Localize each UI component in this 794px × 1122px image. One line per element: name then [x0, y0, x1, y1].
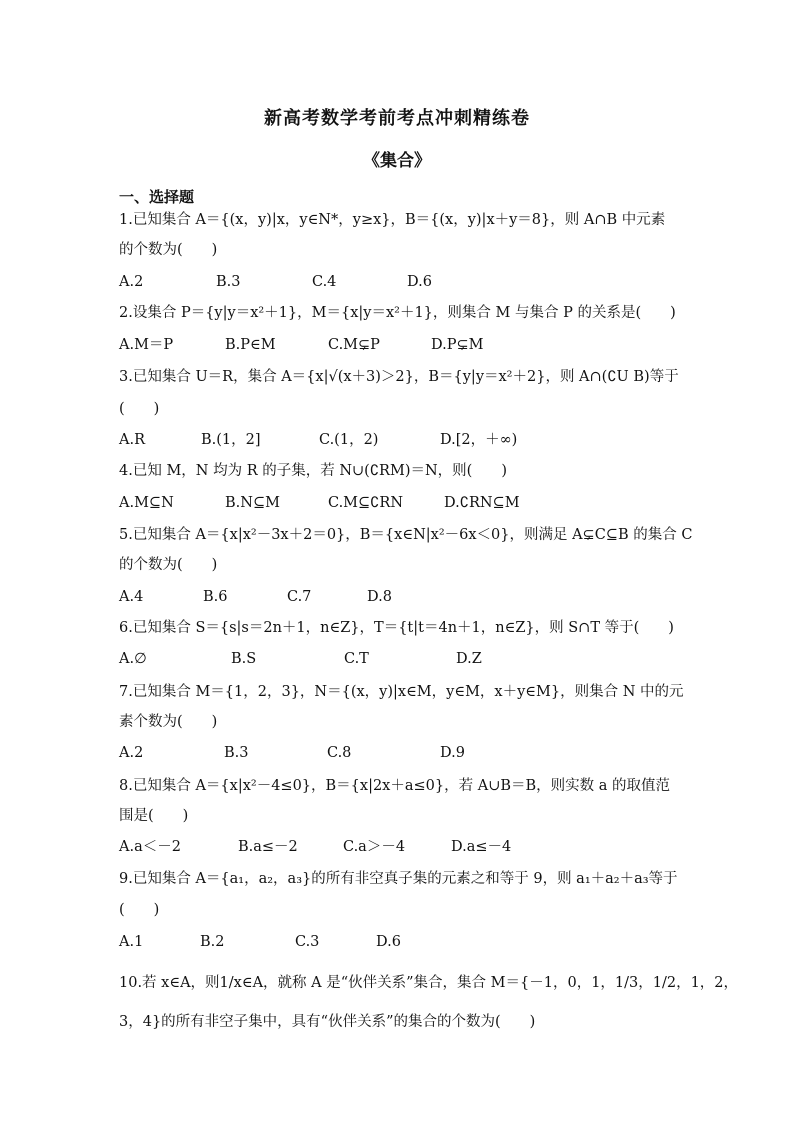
option-a: A.a＜－2: [119, 839, 181, 855]
option-a: A.M＝P: [119, 337, 174, 353]
question-4-line-1: 4.已知 M，N 均为 R 的子集，若 N∪(∁RM)＝N，则( ): [119, 463, 507, 479]
option-d: D.a≤－4: [451, 839, 512, 855]
section-heading: 一、选择题: [119, 188, 195, 206]
option-b: B.N⊆M: [225, 495, 280, 511]
option-c: C.a＞－4: [343, 839, 406, 855]
option-c: C.4: [312, 274, 337, 290]
option-a: A.1: [119, 934, 144, 950]
option-d: D.∁RN⊆M: [444, 495, 520, 511]
question-6-line-1: 6.已知集合 S＝{s|s＝2n＋1，n∈Z}，T＝{t|t＝4n＋1，n∈Z}，则 S∩T 等于( ): [119, 620, 674, 636]
question-1-line-2: 的个数为( ): [119, 242, 218, 258]
question-1-line-1: 1.已知集合 A＝{(x，y)|x，y∈N*，y≥x}，B＝{(x，y)|x＋y＝8}，则 A∩B 中元素: [119, 212, 666, 228]
option-a: A.4: [119, 589, 144, 605]
question-8-line-2: 围是( ): [119, 808, 189, 824]
question-5-line-2: 的个数为( ): [119, 557, 218, 573]
option-a: A.2: [119, 274, 144, 290]
question-8-line-1: 8.已知集合 A＝{x|x²－4≤0}，B＝{x|2x＋a≤0}，若 A∪B＝B，则实数 a 的取值范: [119, 778, 671, 794]
question-2-line-1: 2.设集合 P＝{y|y＝x²＋1}，M＝{x|y＝x²＋1}，则集合 M 与集合 P 的关系是( ): [119, 305, 676, 321]
option-b: B.(1，2]: [201, 432, 261, 448]
option-d: D.P⊊M: [431, 337, 484, 353]
option-b: B.3: [216, 274, 241, 290]
option-b: B.3: [224, 745, 249, 761]
option-d: D.9: [440, 745, 465, 761]
option-d: D.Z: [456, 651, 482, 667]
option-c: C.8: [327, 745, 352, 761]
option-c: C.T: [344, 651, 369, 667]
question-5-line-1: 5.已知集合 A＝{x|x²－3x＋2＝0}，B＝{x∈N|x²－6x＜0}，则满足 A⊊C⊆B 的集合 C: [119, 527, 693, 543]
option-d: D.6: [376, 934, 401, 950]
question-9-line-2: ( ): [119, 902, 160, 918]
option-a: A.2: [119, 745, 144, 761]
option-b: B.a≤－2: [238, 839, 298, 855]
option-c: C.M⊆∁RN: [328, 495, 404, 511]
option-b: B.2: [200, 934, 225, 950]
question-7-line-1: 7.已知集合 M＝{1，2，3}，N＝{(x，y)|x∈M，y∈M，x＋y∈M}，则集合 N 中的元: [119, 684, 684, 700]
option-a: A.M⊆N: [119, 495, 174, 511]
option-a: A.∅: [119, 651, 147, 667]
question-7-line-2: 素个数为( ): [119, 714, 218, 730]
option-b: B.6: [203, 589, 228, 605]
option-c: C.3: [295, 934, 320, 950]
option-c: C.7: [287, 589, 312, 605]
question-3-line-1: 3.已知集合 U＝R，集合 A＝{x|√(x＋3)＞2}，B＝{y|y＝x²＋2}，则 A∩(∁U B)等于: [119, 369, 679, 385]
option-b: B.P∈M: [225, 337, 276, 353]
question-10-line-2: 3，4}的所有非空子集中，具有“伙伴关系”的集合的个数为( ): [119, 1014, 536, 1030]
option-d: D.[2，＋∞): [440, 432, 518, 448]
option-a: A.R: [119, 432, 145, 448]
option-c: C.(1，2): [319, 432, 379, 448]
option-d: D.8: [367, 589, 392, 605]
option-c: C.M⊊P: [328, 337, 380, 353]
paper-subtitle: 《集合》: [363, 151, 431, 171]
option-d: D.6: [407, 274, 432, 290]
question-10-line-1: 10.若 x∈A，则1/x∈A，就称 A 是“伙伴关系”集合，集合 M＝{－1，0，1，1/3，1/2，1，2，: [119, 975, 739, 991]
question-9-line-1: 9.已知集合 A＝{a₁，a₂，a₃}的所有非空真子集的元素之和等于 9，则 a₁＋a₂＋a₃等于: [119, 871, 678, 887]
paper-title: 新高考数学考前考点冲刺精练卷: [264, 108, 530, 129]
question-3-line-2: ( ): [119, 401, 160, 417]
option-b: B.S: [231, 651, 257, 667]
